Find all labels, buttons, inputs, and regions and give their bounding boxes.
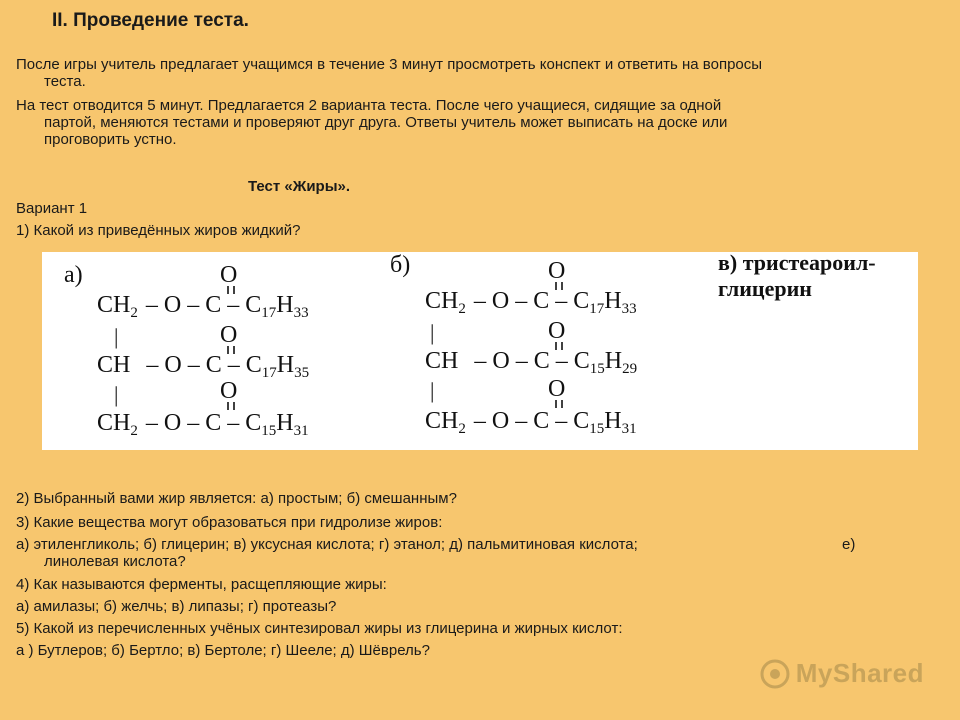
formula-a: [64, 262, 309, 439]
svg-text:|: |: [114, 324, 119, 349]
formula-b-row1: $CH_2$ – O – C – $C_{17}H_{33}$: [425, 288, 637, 317]
formula-a-row2: CH – O – C – $C_{17}H_{35}$: [97, 352, 310, 381]
intro-p1-line2: теста.: [44, 73, 86, 90]
question-3-options-1: а) этиленгликоль; б) глицерин; в) уксусная кислота; г) этанол; д) пальмитиновая кислота;: [16, 536, 638, 553]
test-title: Тест «Жиры».: [248, 178, 351, 195]
variant-label: Вариант 1: [16, 200, 88, 217]
svg-text:|: |: [430, 320, 435, 345]
watermark-text: MyShared: [795, 658, 924, 688]
formula-b-o-top-1: O: [548, 258, 566, 284]
question-1: 1) Какой из приведённых жиров жидкий?: [16, 222, 301, 239]
formula-b-row2: CH – O – C – $C_{15}H_{29}$: [425, 348, 638, 377]
question-4: 4) Как называются ферменты, расщепляющие жиры:: [16, 576, 387, 593]
intro-p2-line2: партой, меняются тестами и проверяют друг друга. Ответы учитель может выписать на доске или: [44, 114, 728, 131]
question-2: 2) Выбранный вами жир является: а) простым; б) смешанным?: [16, 490, 457, 507]
formula-a-o-top-3: O: [220, 378, 238, 404]
formula-v-line2: глицерин: [718, 276, 812, 301]
intro-paragraph-1: [16, 56, 946, 90]
question-4-options: а) амилазы; б) желчь; в) липазы; г) протеазы?: [16, 598, 337, 615]
intro-p1-line1: После игры учитель предлагает учащимся в течение 3 минут просмотреть конспект и ответить на вопросы: [16, 56, 763, 73]
formula-v: [718, 252, 876, 301]
share-icon: [760, 659, 790, 689]
intro-p2-line1: На тест отводится 5 минут. Предлагается 2 варианта теста. После чего учащиеся, сидящие за одной: [16, 97, 722, 114]
watermark: [760, 658, 924, 689]
formula-b-o-top-3: O: [548, 376, 566, 402]
question-3: 3) Какие вещества могут образоваться при гидролизе жиров:: [16, 514, 443, 531]
section-title: II. Проведение теста.: [52, 10, 249, 31]
formula-a-row3: $CH_2$ – O – C – $C_{15}H_{31}$: [97, 410, 309, 439]
intro-p2-line3: проговорить устно.: [44, 131, 177, 148]
formula-b: [390, 252, 637, 437]
formula-a-label: а): [64, 262, 83, 288]
intro-paragraph-2: [16, 97, 946, 148]
formula-b-label: б): [390, 252, 411, 278]
formula-b-row3: $CH_2$ – O – C – $C_{15}H_{31}$: [425, 408, 637, 437]
formula-a-o-top-1: O: [220, 262, 238, 288]
formula-b-o-top-2: O: [548, 318, 566, 344]
svg-text:|: |: [430, 378, 435, 403]
question-5: 5) Какой из перечисленных учёных синтезировал жиры из глицерина и жирных кислот:: [16, 620, 623, 637]
formula-a-o-top-2: O: [220, 322, 238, 348]
question-3-options-2: линолевая кислота?: [44, 553, 186, 570]
fat-formulas-image: [42, 252, 918, 450]
formula-v-line1: в) тристеароил-: [718, 252, 876, 275]
question-3-option-e: е): [842, 536, 856, 553]
fat-formulas-svg: [42, 252, 918, 450]
svg-text:|: |: [114, 382, 119, 407]
question-5-options: а ) Бутлеров; б) Бертло; в) Бертоле; г) Шееле; д) Шёврель?: [16, 642, 430, 659]
formula-a-row1: $CH_2$ – O – C – $C_{17}H_{33}$: [97, 292, 309, 321]
